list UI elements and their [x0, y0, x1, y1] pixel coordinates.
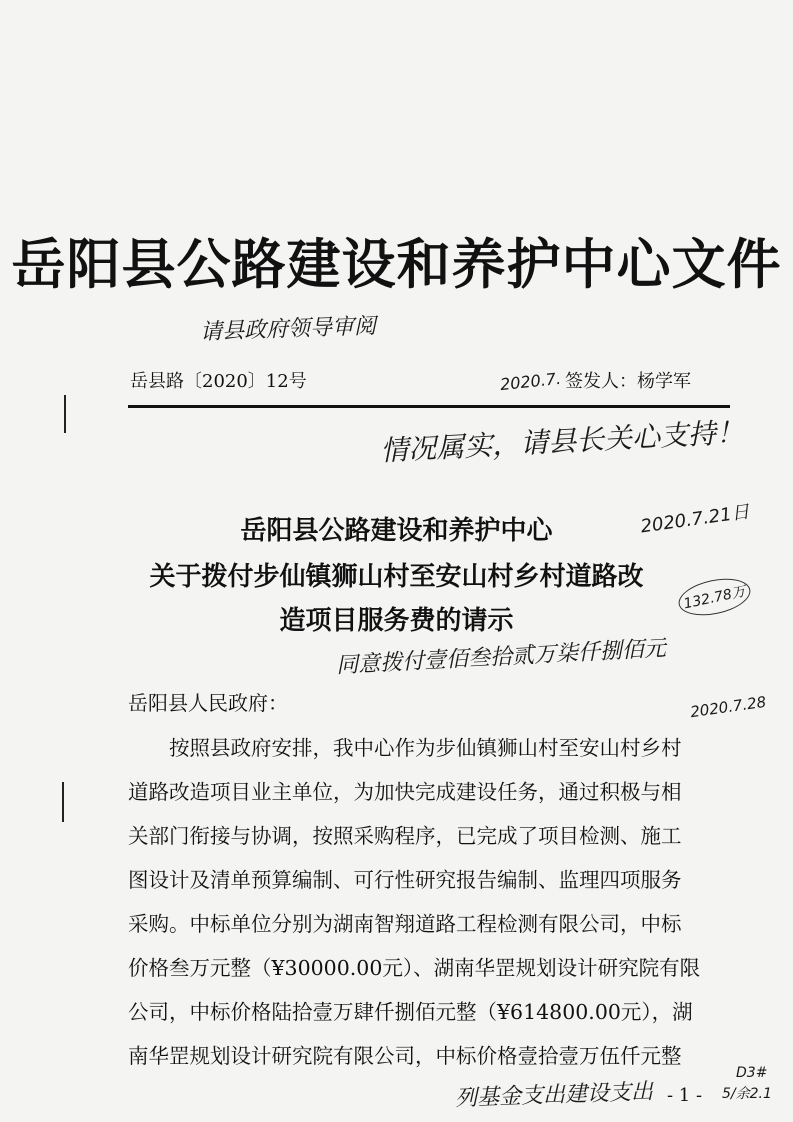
recipient: 岳阳县人民政府： [128, 691, 288, 715]
handwritten-amount: 132.78万 [675, 573, 753, 621]
body-line: 采购。中标单位分别为湖南智翔道路工程检测有限公司，中标 [128, 912, 682, 936]
body-line: 公司，中标价格陆拾壹万肆仟捌佰元整（¥614800.00元），湖 [128, 1000, 693, 1024]
page-number: - 1 - [667, 1085, 703, 1106]
request-title-line-2: 关于拨付步仙镇狮山村至安山村乡村道路改 [149, 562, 644, 592]
body-line: 南华罡规划设计研究院有限公司，中标价格壹拾壹万伍仟元整 [128, 1044, 682, 1068]
handwritten-final-date: 2020.7.28 [689, 692, 768, 722]
body-line: 道路改造项目业主单位，为加快完成建设任务，通过积极与相 [128, 780, 682, 804]
handwritten-file-ref: 5/余2.1 [722, 1086, 772, 1102]
binding-mark-bottom [62, 782, 64, 822]
request-title-line-3: 造项目服务费的请示 [279, 606, 514, 636]
handwritten-signature-date: 2020.7. [499, 368, 562, 395]
handwritten-date: 2020.7.21日 [639, 501, 751, 538]
binding-mark-top [64, 395, 66, 433]
handwritten-budget-note: 列基金支出建设支出 [454, 1079, 654, 1112]
handwritten-file-code: D3# [736, 1065, 768, 1081]
signer: 签发人：杨学军 [565, 371, 691, 392]
handwritten-note-instruction: 请县政府领导审阅 [199, 313, 377, 346]
body-line: 关部门衔接与协调，按照采购程序，已完成了项目检测、施工 [128, 824, 682, 848]
document-number: 岳县路〔2020〕12号 [130, 371, 307, 392]
document-header-title: 岳阳县公路建设和养护中心文件 [11, 233, 782, 296]
header-divider [128, 405, 730, 408]
handwritten-approval-instruction: 同意拨付壹佰叁拾贰万柒仟捌佰元 [335, 636, 667, 679]
request-title-line-1: 岳阳县公路建设和养护中心 [240, 516, 553, 546]
body-line: 价格叁万元整（¥30000.00元）、湖南华罡规划设计研究院有限 [128, 956, 701, 980]
body-line: 按照县政府安排，我中心作为步仙镇狮山村至安山村乡村 [169, 736, 682, 760]
body-line: 图设计及清单预算编制、可行性研究报告编制、监理四项服务 [128, 868, 682, 892]
handwritten-approval-comment: 情况属实，请县长关心支持！ [379, 415, 745, 468]
